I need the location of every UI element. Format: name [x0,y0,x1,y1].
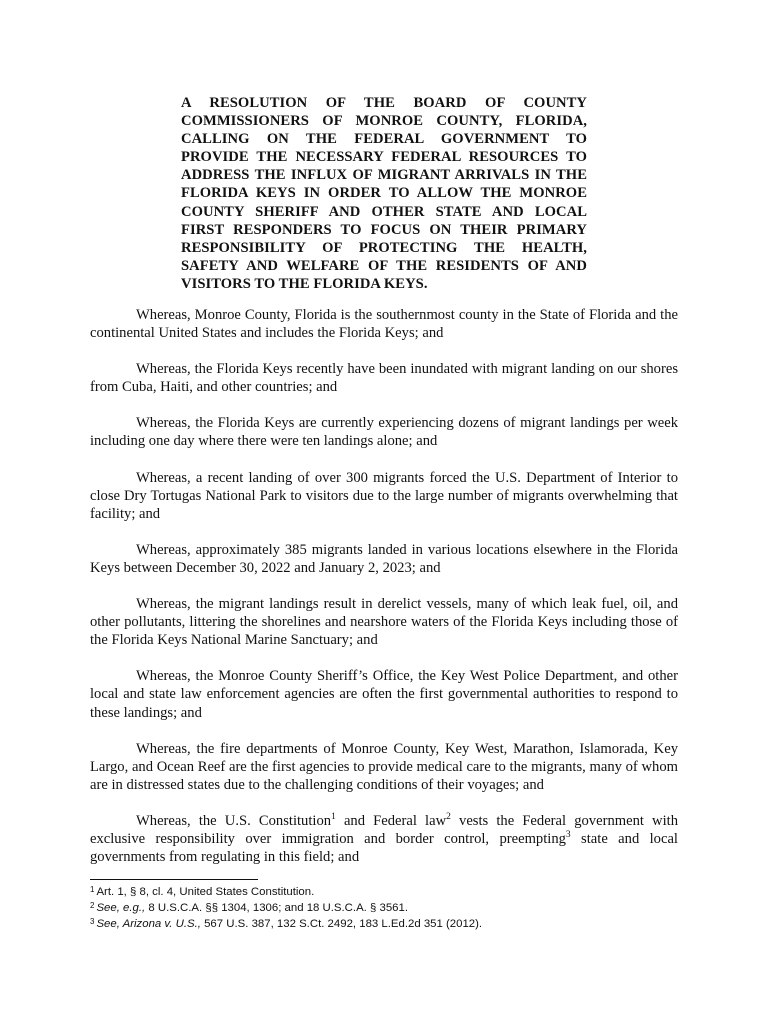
resolution-body [90,306,678,884]
footnote-reference: 3 [565,829,571,840]
whereas-paragraph: Whereas, approximately 385 migrants landed in various locations elsewhere in the Florida Keys between December 30, 2022 and January 2, 2023; and [90,541,678,576]
footnote-number: 3 [90,917,95,926]
footnote-italic: See, Arizona v. U.S., [96,918,201,930]
footnote-text: 567 U.S. 387, 132 S.Ct. 2492, 183 L.Ed.2d 351 (2012). [200,918,483,930]
footnote [90,884,678,900]
paragraph-text: and Federal law [335,812,447,829]
footnote-number: 2 [90,901,95,910]
whereas-paragraph: Whereas, the Florida Keys are currently experiencing dozens of migrant landings per week including one day where there were ten landings alone; and [90,415,678,450]
whereas-paragraph: Whereas, the fire departments of Monroe County, Key West, Marathon, Islamorada, Key Largo, and Ocean Reef are the first agencies to provide medical care to the migrants, many of whom are in distressed states due to the challenging conditions of their voyages; and [90,740,678,793]
paragraph-text: state and local governments from regulating in this field; and [90,830,678,866]
whereas-paragraph: Whereas, the migrant landings result in derelict vessels, many of which leak fuel, oil, and other pollutants, littering the shorelines and nearshore waters of the Florida Keys including those of the Florida Keys National Marine Sanctuary; and [90,596,678,649]
footnote-text: 8 U.S.C.A. §§ 1304, 1306; and 18 U.S.C.A. § 3561. [145,902,409,914]
footnote-separator [90,879,258,880]
footnote-reference: 1 [331,811,336,822]
footnote-text: Art. 1, § 8, cl. 4, United States Constitution. [96,886,315,898]
whereas-paragraph: Whereas, Monroe County, Florida is the southernmost county in the State of Florida and the continental United States and includes the Florida Keys; and [90,307,678,342]
footnote [90,916,678,932]
footnote-number: 1 [90,885,95,894]
whereas-paragraph-constitution [90,812,678,866]
footnote [90,900,678,916]
paragraph-text: Whereas, the U.S. Constitution [136,812,332,829]
whereas-paragraph: Whereas, a recent landing of over 300 migrants forced the U.S. Department of Interior to close Dry Tortugas National Park to visitors due to the large number of migrants overwhelming that facility; and [90,469,678,522]
resolution-title: A RESOLUTION OF THE BOARD OF COUNTY COMMISSIONERS OF MONROE COUNTY, FLORIDA, CALLING ON THE FEDERAL GOVERNMENT TO PROVIDE THE NECESSARY FEDERAL RESOURCES TO ADDRESS THE INFLUX OF MIGRANT ARRIVALS IN THE FLORIDA KEYS IN ORDER TO ALLOW THE MONROE COUNTY SHERIFF AND OTHER STATE AND LOCAL FIRST RESPONDERS TO FOCUS ON THEIR PRIMARY RESPONSIBILITY OF PROTECTING THE HEALTH, SAFETY AND WELFARE OF THE RESIDENTS OF AND VISITORS TO THE FLORIDA KEYS. [181,95,587,292]
whereas-paragraph: Whereas, the Monroe County Sheriff’s Office, the Key West Police Department, and other local and state law enforcement agencies are often the first governmental authorities to respond to these landings; and [90,668,678,721]
footnote-italic: See, e.g., [96,902,146,914]
whereas-paragraph: Whereas, the Florida Keys recently have been inundated with migrant landing on our shores from Cuba, Haiti, and other countries; and [90,361,678,396]
footnotes [90,884,678,932]
paragraph-text: vests the Federal government with exclusive responsibility over immigration and border control, preempting [90,812,679,847]
footnote-reference: 2 [446,811,451,822]
